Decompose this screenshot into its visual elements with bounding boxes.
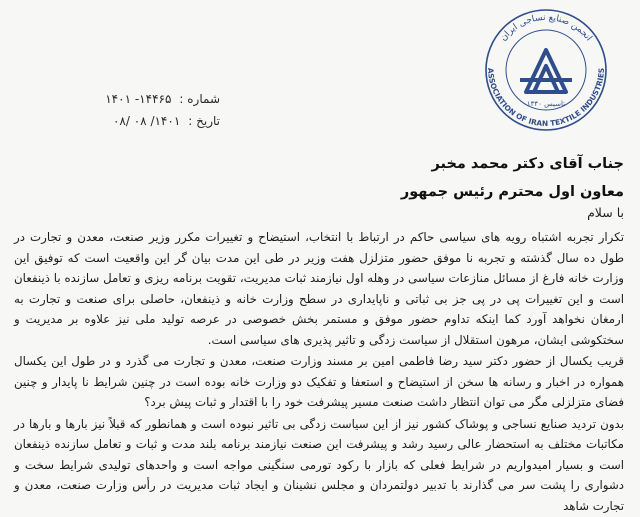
recipient-name: جناب آقای دکتر محمد مخبر [431,156,624,172]
reference-number-value: ۱۴۴۶۵- ۱۴۰۱ [105,92,172,106]
reference-number-row [20,88,220,110]
body-paragraph-3: بدون تردید صنایع نساجی و پوشاک کشور نیز از این سیاست زدگی بی تاثیر نبوده است و همانطور که قبلاً نیز بارها و بارها در مکاتبات مختلف به استحضار عالی رسید رشد و پیشرفت این صنعت نیازمند برنامه بلند مدت و ثبات و تعامل سازنده ذینفعان است و بسیار امیدواریم در شرایط فعلی که بازار با رکود تورمی سنگینی مواجه است و واحدهای تولیدی شرایط سخت و دشواری را پشت سر می گذارند با تدبیر دولتمردان و مجلس نشینان و ایجاد ثبات مدیریت در رأس وزارت صنعت، معدن و تجارت شاهد [14,416,624,513]
reference-date-label: تاریخ : [188,114,220,128]
letter-body [14,227,624,517]
association-logo [470,6,622,136]
recipient-title: معاون اول محترم رئیس جمهور [400,184,624,200]
body-paragraph-1: تکرار تجربه اشتباه رویه های سیاسی حاکم در ارتباط با انتخاب، استیضاح و تغییرات مکرر وزیر صنعت، معدن و تجارت در طول ده سال گذشته و تجربه نا موفق حضور متزلزل هفت وزیر در طی این مدت بیان گر این واقعیت است که توفیق این وزارت خانه فارغ از مسائل منازعات سیاسی در وهله اول نیازمند ثبات مدیریت، تقویت برنامه ریزی و تعامل سازنده با ذینفعان است و این تغییرات پی در پی جز بی ثباتی و ناپایداری در سطح وزارت خانه و ذینفعان، حاصلی برای صنعت و تجارت به ارمغان نخواهد آورد کما اینکه تداوم حضور موفق و مستمر بخش خصوصی در عرصه تولید ملی نیز علاوه بر مدیریت و سختکوشی ایشان، مرهون استقلال از سیاست زدگی و تاثیر پذیری های سیاسی است. [14,230,624,347]
reference-block [20,88,220,132]
reference-date-value: ۱۴۰۱/ ۰۸ /۰۸ [112,114,181,128]
svg-text:تاسیس ۱۳۴۰: تاسیس ۱۳۴۰ [526,100,566,108]
svg-text:ASSOCIATION OF IRAN TEXTILE IN: ASSOCIATION OF IRAN TEXTILE INDUSTRIES [485,67,607,129]
svg-text:انجمن صنایع نساجی ایران: انجمن صنایع نساجی ایران [498,12,594,44]
association-seal-icon [470,6,622,136]
reference-number-label: شماره : [179,92,220,106]
greeting: با سلام [587,205,624,220]
body-paragraph-2: قریب یکسال از حضور دکتر سید رضا فاطمی امین بر مسند وزارت صنعت، معدن و تجارت می گذرد و در طول این یکسال همواره در اخبار و رسانه ها سخن از استیضاح و استعفا و تفکیک دو وزارت خانه بوده است در چنین شرایط نا پایدار و چنین فضای متزلزلی مگر می توان انتظار داشت صنعت مسیر پیشرفت خود را با اقتدار و ثبات پیش برد؟ [14,354,624,409]
reference-date-row [20,110,220,132]
recipient-block [401,150,624,206]
